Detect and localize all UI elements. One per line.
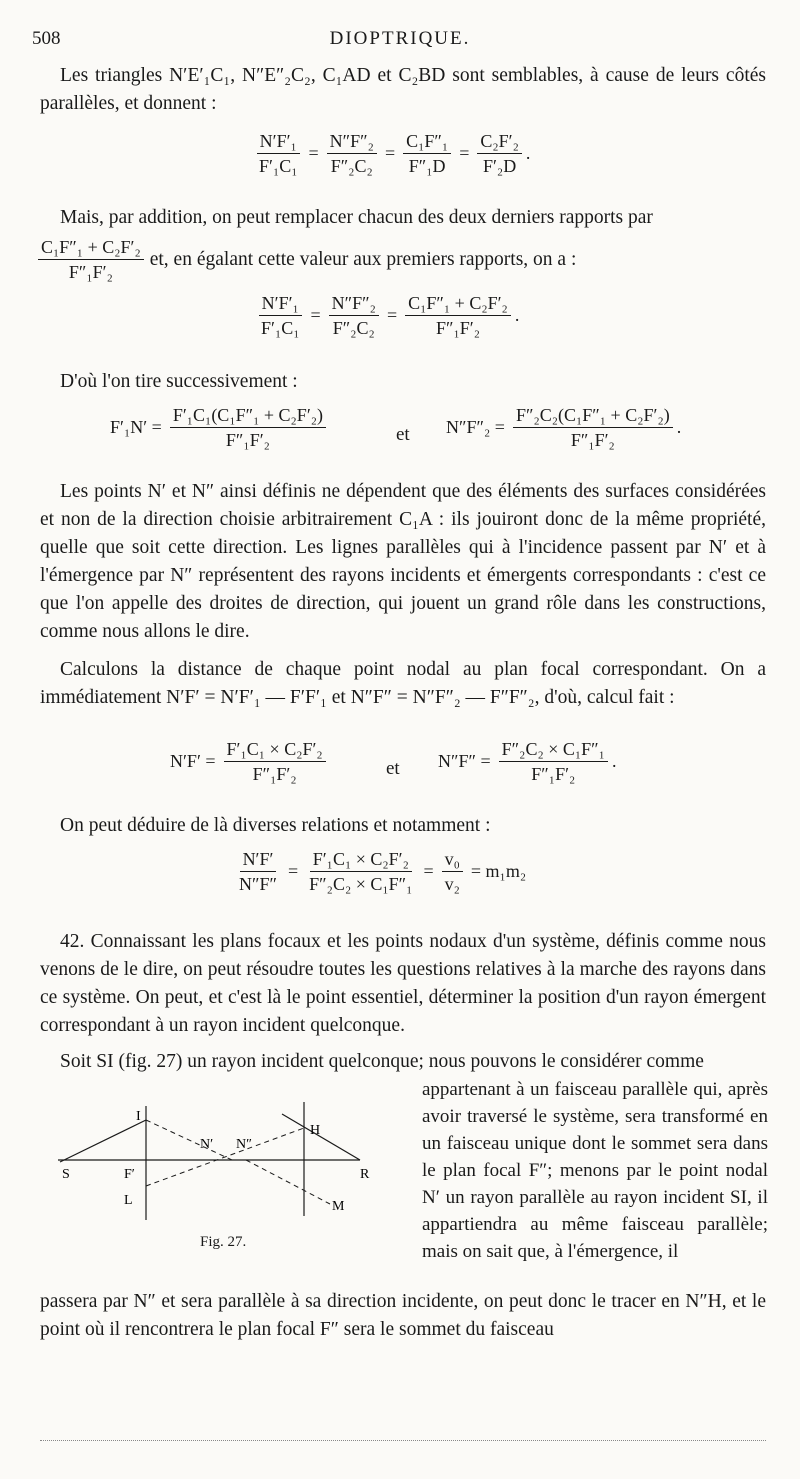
label-r: R (360, 1167, 370, 1182)
paragraph-relations: On peut déduire de là diverses relations et notamment : (60, 815, 491, 836)
formula-sum-ratio (34, 236, 576, 283)
paragraph-addition: Mais, par addition, on peut remplacer chacun des deux derniers rapports par (60, 207, 653, 228)
fraction: $\frac{N'F'}{N''F''}$ (239, 849, 278, 894)
ray-n2-to-m (246, 1160, 330, 1204)
formula-focal-distance-2: N″F″ = $\frac{\text{F″₂C₂ × C₁F″₁}}{\text{F″₁F′₂}}$ . (438, 739, 617, 784)
fraction: $\frac{\text{N″F″₂}}{\text{F″₂C₂}}$ (327, 130, 377, 177)
emergent-ray (282, 1114, 360, 1160)
paragraph-incident-ray-end: passera par N″ et sera parallèle à sa direction incidente, on peut donc le tracer en N″H, et le point où il rencontrera le plan focal F″ sera le sommet du faisceau (40, 1291, 766, 1340)
paragraph-distance: Calculons la distance de chaque point nodal au plan focal correspondant. On a immédiatement N′F′ = N′F′₁ — F′F′₁ et N″F″ = N″F″₂ — F″F″₂, d'où, calcul fait : (40, 659, 766, 708)
figure-27-diagram (50, 1098, 380, 1228)
fraction: $\frac{\text{F′₁C₁(C₁F″₁ + C₂F′₂)}}{\text{F″₁F′₂}}$ (170, 404, 326, 451)
label-f1: F′ (124, 1167, 135, 1182)
formula-nodal-points: F′₁N′ = $\frac{\text{F′₁C₁(C₁F″₁ + C₂F′₂)}}{\text{F″₁F′₂}}$ (110, 404, 330, 451)
page-number: 508 (32, 28, 61, 49)
formula-focal-distance: N′F′ = $\frac{\text{F′₁C₁ × C₂F′₂}}{\text{F″₁F′₂}}$ (170, 738, 330, 785)
incident-ray (60, 1120, 146, 1162)
footer-rule (40, 1440, 766, 1441)
fraction: $\frac{\text{N′F′₁}}{\text{F′₁C₁}}$ (256, 130, 301, 177)
fraction: $\frac{\text{F′₁C₁ × C₂F′₂}}{\text{F″₂C₂ × C₁F″₁}}$ (309, 849, 413, 894)
label-l: L (124, 1193, 133, 1208)
formula-ratios: $\frac{\text{N′F′₁}}{\text{F′₁C₁}}$ = $\frac{\text{N″F″₂}}{\text{F″₂C₂}}$ = $\frac{\text{C₁F″₁}}{\text{F″₁D}}$ = $\frac{\text{C₂F′₂}}{\text{F′₂D}}$ . (252, 130, 530, 177)
ray-i-to-n1 (146, 1120, 232, 1160)
paragraph-addition-cont: et, en égalant cette valeur aux premiers rapports, on a : (149, 248, 577, 270)
fraction: $\frac{\text{C₁F″₁ + C₂F′₂}}{\text{F″₁F′₂}}$ (405, 292, 511, 339)
label-h: H (310, 1123, 321, 1138)
fraction: $\frac{\text{N″F″₂}}{\text{F″₂C₂}}$ (329, 292, 379, 339)
fraction: $\frac{\text{N′F′₁}}{\text{F′₁C₁}}$ (258, 292, 303, 339)
fraction: $\frac{\text{C₂F′₂}}{\text{F′₂D}}$ (477, 130, 522, 177)
page-header (32, 28, 768, 58)
fraction: $\frac{\text{F′₁C₁ × C₂F′₂}}{\text{F″₁F′₂}}$ (224, 738, 326, 785)
formula-combined: $\frac{\text{N′F′₁}}{\text{F′₁C₁}}$ = $\frac{\text{N″F″₂}}{\text{F″₂C₂}}$ = $\frac{\text{C₁F″₁ + C₂F′₂}}{\text{F″₁F′₂}}$ . (254, 292, 519, 339)
fraction: $\frac{\text{F″₂C₂ × C₁F″₁}}{\text{F″₁F′₂}}$ (499, 738, 608, 785)
conjunction-et: et (386, 758, 400, 779)
paragraph-incident-ray: Soit SI (fig. 27) un rayon incident quelconque; nous pouvons le considérer comme (60, 1051, 704, 1072)
paragraph-successively: D'où l'on tire successivement : (60, 371, 298, 392)
label-i: I (136, 1109, 141, 1124)
fraction: $\frac{\text{F″₂C₂(C₁F″₁ + C₂F′₂)}}{\text{F″₁F′₂}}$ (513, 404, 673, 451)
fraction: $\frac{\text{C₁F″₁ + C₂F′₂}}{\text{F″₁F′₂}}$ (38, 236, 144, 283)
label-m: M (332, 1199, 345, 1214)
conjunction-et: et (396, 424, 410, 445)
ray-l-to-h (146, 1128, 304, 1186)
running-title: DIOPTRIQUE. (329, 28, 471, 49)
formula-magnification: $\frac{N'F'}{N''F''}$ = $\frac{\text{F′₁C₁ × C₂F′₂}}{\text{F″₂C₂ × C₁F″₁}}$ = $\frac{\text{v₀}}{\text{v₂}}$ = m₁m₂ (232, 848, 530, 895)
paragraph-triangles: Les triangles N′E′₁C₁, N″E″₂C₂, C₁AD et C₂BD sont semblables, à cause de leurs côtés parallèles, et donnent : (40, 65, 766, 114)
paragraph-section-42: 42. Connaissant les plans focaux et les points nodaux d'un système, définis comme nous venons de le dire, on peut résoudre toutes les questions relatives à la marche des rayons dans ce système. On peut, et c'est là le point essentiel, déterminer la position d'un rayon émergent correspondant à un rayon incident quelconque. (40, 931, 766, 1036)
figure-caption: Fig. 27. (200, 1234, 247, 1250)
formula-nodal-points-2: N″F″₂ = $\frac{\text{F″₂C₂(C₁F″₁ + C₂F′₂)}}{\text{F″₁F′₂}}$ . (446, 405, 682, 450)
label-n2: N″ (236, 1137, 252, 1152)
paragraph-nodal-definition: Les points N′ et N″ ainsi définis ne dépendent que des éléments des surfaces considérées et non de la direction choisie arbitrairement C₁A : ils jouiront donc de la même propriété, quelle que soit cette direction. Les lignes parallèles qui à l'incidence passent par N′ et à l'émergence par N″ représentent des rayons incidents et émergents correspondants : c'est ce que l'on appelle des droites de direction, qui jouent un grand rôle dans les constructions, comme nous allons le dire. (40, 481, 766, 642)
label-n1: N′ (200, 1137, 214, 1152)
paragraph-incident-ray-wrap: appartenant à un faisceau parallèle qui, après avoir traversé le système, sera transformé en un faisceau unique dont le sommet sera dans le plan focal F″; menons par le point nodal N′ un rayon parallèle au rayon incident SI, il appartiendra au même faisceau parallèle; mais on sait que, à l'émergence, il (422, 1079, 768, 1262)
label-s: S (62, 1167, 70, 1182)
fraction: $\frac{\text{v₀}}{\text{v₂}}$ (442, 848, 463, 895)
fraction: $\frac{\text{C₁F″₁}}{\text{F″₁D}}$ (403, 130, 451, 177)
